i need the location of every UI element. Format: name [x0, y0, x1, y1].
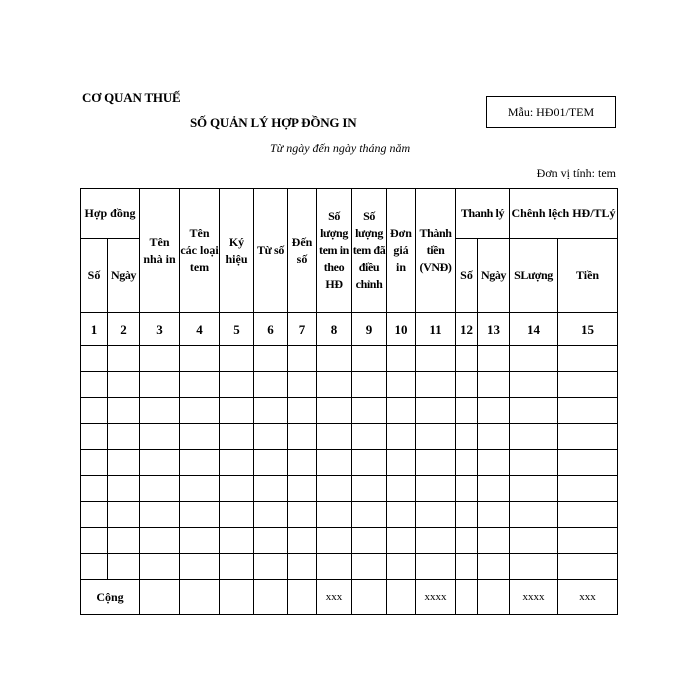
- table-cell: [387, 554, 416, 580]
- table-cell: [456, 424, 478, 450]
- table-cell: [140, 346, 180, 372]
- table-cell: [558, 398, 618, 424]
- table-cell: [220, 346, 254, 372]
- table-cell: [478, 424, 510, 450]
- col-amount: Thành tiền (VNĐ): [416, 189, 456, 313]
- table-cell: [416, 502, 456, 528]
- table-row: [81, 476, 618, 502]
- table-cell: [254, 502, 288, 528]
- total-row: [81, 580, 618, 615]
- table-cell: [456, 554, 478, 580]
- table-cell: [254, 424, 288, 450]
- total-qty-contract: xxx: [317, 580, 352, 615]
- table-cell: [352, 476, 387, 502]
- col-number: 2: [108, 313, 140, 346]
- table-cell: [416, 476, 456, 502]
- table-cell: [478, 580, 510, 615]
- table-cell: [140, 476, 180, 502]
- table-cell: [387, 580, 416, 615]
- table-cell: [288, 476, 317, 502]
- table-cell: [510, 372, 558, 398]
- table-cell: [456, 476, 478, 502]
- page-title: SỐ QUẢN LÝ HỢP ĐỒNG IN: [190, 115, 357, 130]
- table-cell: [180, 372, 220, 398]
- table-cell: [108, 398, 140, 424]
- table-row: [81, 502, 618, 528]
- col-number: 13: [478, 313, 510, 346]
- col-stamp-types: Tên các loại tem: [180, 189, 220, 313]
- table-cell: [352, 580, 387, 615]
- table-cell: [254, 476, 288, 502]
- table-cell: [108, 372, 140, 398]
- col-number: 7: [288, 313, 317, 346]
- col-number: 8: [317, 313, 352, 346]
- table-cell: [220, 528, 254, 554]
- col-diff-qty: SLượng: [510, 239, 558, 313]
- col-number: 15: [558, 313, 618, 346]
- table-cell: [140, 398, 180, 424]
- table-cell: [108, 502, 140, 528]
- table-row: [81, 554, 618, 580]
- table-cell: [416, 372, 456, 398]
- table-cell: [478, 450, 510, 476]
- total-diff-amount: xxx: [558, 580, 618, 615]
- table-cell: [456, 502, 478, 528]
- period-line: Từ ngày đến ngày tháng năm: [270, 141, 411, 155]
- table-row: [81, 372, 618, 398]
- table-cell: [220, 398, 254, 424]
- table-cell: [317, 398, 352, 424]
- table-cell: [352, 424, 387, 450]
- table-cell: [558, 528, 618, 554]
- table-cell: [478, 346, 510, 372]
- group-contract: Hợp đồng: [81, 189, 140, 239]
- col-settle-date: Ngày: [478, 239, 510, 313]
- table-cell: [478, 528, 510, 554]
- header-row-1: [81, 189, 618, 239]
- col-number: 3: [140, 313, 180, 346]
- table-cell: [288, 398, 317, 424]
- table-cell: [416, 450, 456, 476]
- col-from-no: Từ số: [254, 189, 288, 313]
- table-cell: [81, 346, 108, 372]
- table-cell: [220, 450, 254, 476]
- table-cell: [288, 372, 317, 398]
- tax-agency-label: CƠ QUAN THUẾ: [82, 90, 181, 105]
- table-cell: [140, 554, 180, 580]
- table-cell: [510, 346, 558, 372]
- table-cell: [352, 502, 387, 528]
- col-number: 4: [180, 313, 220, 346]
- group-difference: Chênh lệch HĐ/TLý: [510, 189, 618, 239]
- table-cell: [387, 528, 416, 554]
- table-cell: [180, 554, 220, 580]
- col-contract-date: Ngày: [108, 239, 140, 313]
- table-cell: [352, 398, 387, 424]
- table-cell: [81, 372, 108, 398]
- col-unit-price: Đơn giá in: [387, 189, 416, 313]
- table-cell: [81, 528, 108, 554]
- table-cell: [352, 554, 387, 580]
- table-cell: [288, 502, 317, 528]
- table-cell: [352, 450, 387, 476]
- table-cell: [180, 346, 220, 372]
- table-cell: [317, 424, 352, 450]
- table-cell: [180, 502, 220, 528]
- col-printer-name: Tên nhà in: [140, 189, 180, 313]
- form-code-box: [486, 96, 616, 128]
- table-cell: [558, 502, 618, 528]
- table-cell: [180, 580, 220, 615]
- table-cell: [387, 372, 416, 398]
- table-cell: [387, 346, 416, 372]
- table-cell: [180, 398, 220, 424]
- col-qty-adjusted: Số lượng tem đã điều chỉnh: [352, 189, 387, 313]
- table-cell: [387, 424, 416, 450]
- table-cell: [108, 346, 140, 372]
- col-number: 1: [81, 313, 108, 346]
- table-row: [81, 528, 618, 554]
- table-cell: [317, 502, 352, 528]
- table-cell: [558, 450, 618, 476]
- table-cell: [317, 372, 352, 398]
- table-cell: [108, 528, 140, 554]
- table-cell: [558, 424, 618, 450]
- table-cell: [478, 476, 510, 502]
- table-cell: [478, 502, 510, 528]
- table-cell: [220, 424, 254, 450]
- table-cell: [180, 450, 220, 476]
- table-cell: [254, 372, 288, 398]
- table-cell: [180, 424, 220, 450]
- table-cell: [478, 372, 510, 398]
- table-cell: [108, 450, 140, 476]
- table-cell: [510, 398, 558, 424]
- table-cell: [254, 450, 288, 476]
- table-cell: [108, 424, 140, 450]
- contract-ledger-table: [80, 188, 618, 615]
- table-cell: [352, 372, 387, 398]
- table-cell: [558, 476, 618, 502]
- table-cell: [254, 554, 288, 580]
- table-cell: [416, 398, 456, 424]
- table-cell: [140, 580, 180, 615]
- table-cell: [510, 554, 558, 580]
- table-cell: [220, 554, 254, 580]
- table-cell: [254, 528, 288, 554]
- col-number: 5: [220, 313, 254, 346]
- table-cell: [81, 450, 108, 476]
- table-cell: [254, 398, 288, 424]
- table-cell: [140, 372, 180, 398]
- table-cell: [387, 398, 416, 424]
- col-settle-no: Số: [456, 239, 478, 313]
- col-number: 12: [456, 313, 478, 346]
- table-cell: [288, 450, 317, 476]
- table-cell: [416, 346, 456, 372]
- table-cell: [288, 528, 317, 554]
- table-cell: [254, 346, 288, 372]
- table-cell: [317, 554, 352, 580]
- table-cell: [416, 554, 456, 580]
- table-cell: [108, 476, 140, 502]
- table-cell: [140, 502, 180, 528]
- table-cell: [317, 450, 352, 476]
- table-row: [81, 346, 618, 372]
- table-cell: [108, 554, 140, 580]
- col-number: 11: [416, 313, 456, 346]
- table-cell: [220, 502, 254, 528]
- table-cell: [558, 372, 618, 398]
- col-qty-contract: Số lượng tem in theo HĐ: [317, 189, 352, 313]
- table-cell: [387, 502, 416, 528]
- table-cell: [254, 580, 288, 615]
- col-number: 9: [352, 313, 387, 346]
- table-cell: [510, 502, 558, 528]
- table-cell: [456, 372, 478, 398]
- table-cell: [81, 476, 108, 502]
- table-cell: [180, 476, 220, 502]
- group-settlement: Thanh lý: [456, 189, 510, 239]
- table-row: [81, 424, 618, 450]
- table-cell: [352, 346, 387, 372]
- total-label: Cộng: [81, 580, 140, 615]
- table-row: [81, 450, 618, 476]
- table-cell: [416, 528, 456, 554]
- table-cell: [558, 346, 618, 372]
- table-cell: [81, 554, 108, 580]
- table-cell: [510, 476, 558, 502]
- table-cell: [456, 528, 478, 554]
- table-cell: [456, 450, 478, 476]
- table-cell: [288, 424, 317, 450]
- table-cell: [220, 372, 254, 398]
- table-cell: [317, 346, 352, 372]
- table-cell: [416, 424, 456, 450]
- col-contract-no: Số: [81, 239, 108, 313]
- table-cell: [456, 580, 478, 615]
- unit-label: Đơn vị tính: tem: [536, 166, 616, 180]
- table-cell: [317, 476, 352, 502]
- table-cell: [456, 346, 478, 372]
- table-cell: [478, 398, 510, 424]
- col-to-no: Đến số: [288, 189, 317, 313]
- table-cell: [140, 424, 180, 450]
- table-cell: [180, 528, 220, 554]
- table-cell: [352, 528, 387, 554]
- col-number: 6: [254, 313, 288, 346]
- table-cell: [140, 528, 180, 554]
- table-cell: [288, 580, 317, 615]
- total-diff-qty: xxxx: [510, 580, 558, 615]
- table-cell: [387, 476, 416, 502]
- table-cell: [81, 502, 108, 528]
- table-cell: [558, 554, 618, 580]
- table-cell: [317, 528, 352, 554]
- table-cell: [81, 424, 108, 450]
- table-cell: [288, 346, 317, 372]
- table-cell: [387, 450, 416, 476]
- table-cell: [220, 476, 254, 502]
- table-cell: [140, 450, 180, 476]
- column-number-row: [81, 313, 618, 346]
- col-number: 10: [387, 313, 416, 346]
- col-symbol: Ký hiệu: [220, 189, 254, 313]
- col-number: 14: [510, 313, 558, 346]
- table-cell: [478, 554, 510, 580]
- form-code: Mẫu: HĐ01/TEM: [507, 104, 595, 119]
- table-cell: [81, 398, 108, 424]
- table-cell: [456, 398, 478, 424]
- table-row: [81, 398, 618, 424]
- table-cell: [288, 554, 317, 580]
- total-amount: xxxx: [416, 580, 456, 615]
- table-cell: [220, 580, 254, 615]
- table-cell: [510, 528, 558, 554]
- table-cell: [510, 450, 558, 476]
- table-cell: [510, 424, 558, 450]
- col-diff-amount: Tiền: [558, 239, 618, 313]
